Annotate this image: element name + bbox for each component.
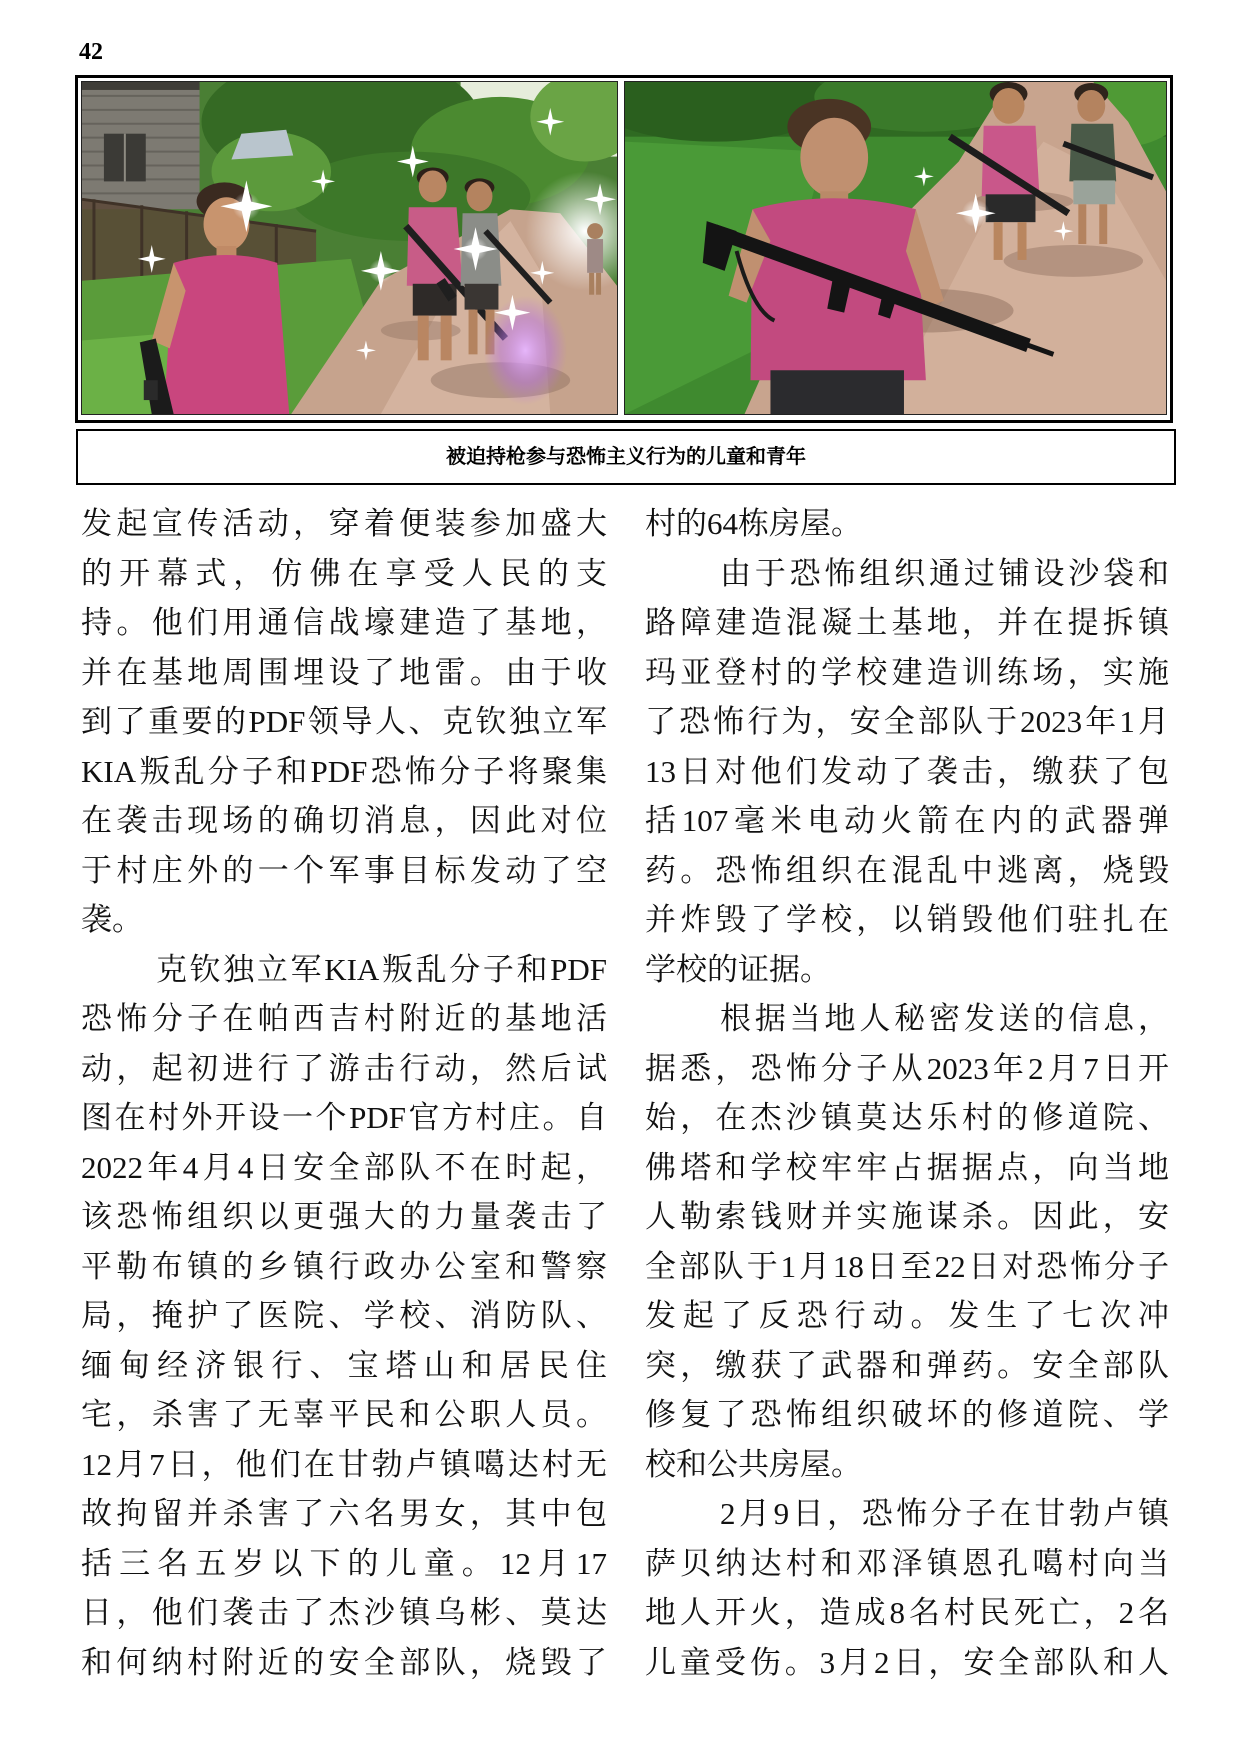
text-line: 恐怖分子在帕西吉村附近的基地活	[81, 1001, 607, 1036]
text-line: 据悉，恐怖分子从2023年2月7日开	[645, 1050, 1169, 1086]
photo-frame	[75, 75, 1173, 423]
text-line: 全部队于1月18日至22日对恐怖分子	[645, 1248, 1169, 1284]
text-line: 由于恐怖组织通过铺设沙袋和	[720, 555, 1169, 591]
text-line: 袭。	[81, 902, 143, 937]
text-line: 在袭击现场的确切消息，因此对位	[81, 803, 607, 838]
text-line: 持。他们用通信战壕建造了基地，	[81, 605, 607, 640]
text-line: 13日对他们发动了袭击，缴获了包	[645, 753, 1169, 789]
text-line: 修复了恐怖组织破坏的修道院、学	[645, 1397, 1169, 1432]
text-line: 到了重要的PDF领导人、克钦独立军	[81, 704, 607, 739]
text-line: 克钦独立军KIA叛乱分子和PDF	[156, 951, 607, 987]
text-line: 始，在杰沙镇莫达乐村的修道院、	[645, 1100, 1169, 1135]
text-line: 路障建造混凝土基地，并在提拆镇	[645, 605, 1169, 640]
text-line: 校和公共房屋。	[645, 1446, 862, 1482]
text-line: 故拘留并杀害了六名男女，其中包	[81, 1496, 607, 1531]
text-line: 玛亚登村的学校建造训练场，实施	[645, 654, 1169, 690]
text-line: 地人开火，造成8名村民死亡，2名	[645, 1595, 1169, 1630]
text-line: 突，缴获了武器和弹药。安全部队	[645, 1347, 1169, 1383]
text-line: 宅，杀害了无辜平民和公职人员。	[81, 1397, 607, 1432]
text-line: 根据当地人秘密发送的信息，	[720, 1001, 1169, 1036]
photo-right	[624, 81, 1167, 415]
right-text-column	[645, 499, 1169, 1687]
text-line: 萨贝纳达村和邓泽镇恩孔噶村向当	[645, 1545, 1169, 1581]
text-line: 人勒索钱财并实施谋杀。因此，安	[645, 1199, 1169, 1234]
photo-left-image	[82, 82, 617, 414]
text-line: 发起宣传活动，穿着便装参加盛大	[81, 506, 607, 541]
page-number: 42	[79, 39, 103, 65]
text-line: 村的64栋房屋。	[645, 506, 862, 541]
text-line: 并炸毁了学校，以销毁他们驻扎在	[645, 902, 1169, 937]
text-line: 该恐怖组织以更强大的力量袭击了	[81, 1199, 607, 1234]
text-line: 和何纳村附近的安全部队，烧毁了	[81, 1644, 607, 1680]
photo-right-image	[625, 82, 1166, 414]
text-line: 佛塔和学校牢牢占据据点，向当地	[645, 1149, 1169, 1185]
text-line: KIA叛乱分子和PDF恐怖分子将聚集	[81, 753, 607, 789]
text-line: 发起了反恐行动。发生了七次冲	[645, 1298, 1169, 1333]
text-line: 的开幕式，仿佛在享受人民的支	[81, 555, 607, 591]
text-line: 缅甸经济银行、宝塔山和居民住	[81, 1347, 607, 1383]
text-line: 儿童受伤。3月2日，安全部队和人	[645, 1644, 1169, 1680]
text-line: 2月9日，恐怖分子在甘勃卢镇	[720, 1496, 1169, 1531]
text-line: 括三名五岁以下的儿童。12月17	[81, 1545, 607, 1581]
text-line: 图在村外开设一个PDF官方村庄。自	[81, 1100, 607, 1135]
text-line: 药。恐怖组织在混乱中逃离，烧毁	[645, 852, 1169, 888]
photo-caption: 被迫持枪参与恐怖主义行为的儿童和青年	[76, 429, 1176, 485]
text-line: 了恐怖行为，安全部队于2023年1月	[645, 704, 1169, 739]
text-line: 平勒布镇的乡镇行政办公室和警察	[81, 1248, 607, 1284]
photo-left	[81, 81, 618, 415]
text-line: 学校的证据。	[645, 951, 831, 987]
text-line: 动，起初进行了游击行动，然后试	[81, 1050, 607, 1086]
text-line: 12月7日，他们在甘勃卢镇噶达村无	[81, 1446, 607, 1482]
text-line: 于村庄外的一个军事目标发动了空	[81, 852, 607, 888]
text-line: 括107毫米电动火箭在内的武器弹	[645, 803, 1169, 838]
text-line: 日，他们袭击了杰沙镇乌彬、莫达	[81, 1595, 607, 1630]
left-text-column	[81, 499, 607, 1687]
text-line: 并在基地周围埋设了地雷。由于收	[81, 654, 607, 690]
text-line: 局，掩护了医院、学校、消防队、	[81, 1298, 607, 1333]
text-line: 2022年4月4日安全部队不在时起，	[81, 1149, 607, 1185]
